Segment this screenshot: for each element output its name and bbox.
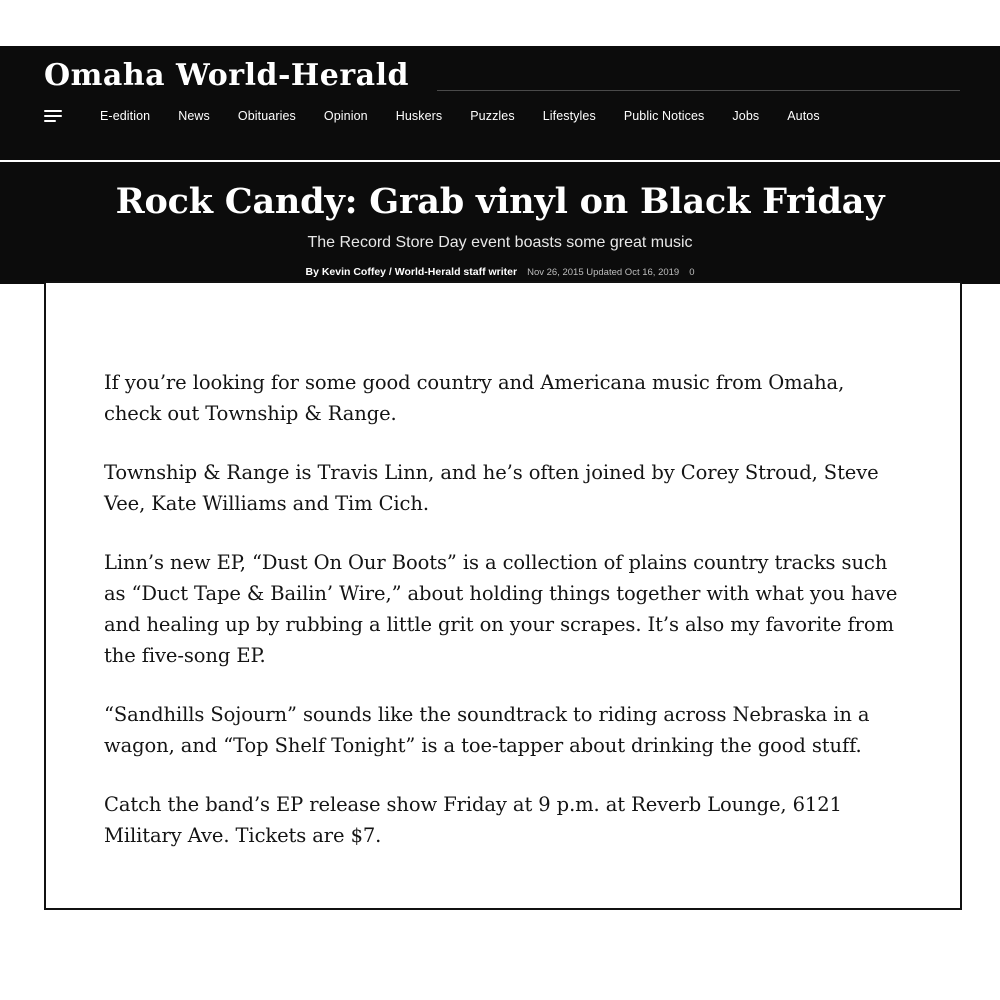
article-paragraph: Catch the band’s EP release show Friday at 9 p.m. at Reverb Lounge, 6121 Military Ave. Tickets are $7.: [104, 793, 842, 847]
nav-item-opinion[interactable]: Opinion: [323, 109, 368, 123]
nav-item-lifestyles[interactable]: Lifestyles: [542, 109, 596, 123]
article-paragraph: Linn’s new EP, “Dust On Our Boots” is a collection of plains country tracks such as “Duct Tape & Bailin’ Wire,” about holding things together with what you have and healing up by rubbing a little grit on your scrapes. It’s also my favorite from the five-song EP.: [104, 551, 898, 667]
article-paragraph: If you’re looking for some good country and Americana music from Omaha, check out Township & Range.: [104, 371, 845, 425]
article-body-card: [44, 281, 962, 910]
nav-item-news[interactable]: News: [178, 109, 210, 123]
nav-item-autos[interactable]: Autos: [787, 109, 820, 123]
byline-row: [0, 266, 1000, 278]
nav-item-public-notices[interactable]: Public Notices: [623, 109, 705, 123]
hamburger-menu-icon[interactable]: [44, 110, 64, 122]
article-byline[interactable]: By Kevin Coffey / World-Herald staff writer: [305, 266, 518, 278]
nav-item-obituaries[interactable]: Obituaries: [237, 109, 296, 123]
top-whitespace: [0, 0, 1000, 46]
main-navigation: [0, 94, 1000, 138]
article-subhead: The Record Store Day event boasts some great music: [307, 234, 693, 251]
masthead-rule: [437, 90, 960, 91]
nav-item-e-edition[interactable]: E-edition: [100, 109, 151, 123]
navigation-divider: [0, 150, 1000, 162]
nav-item-jobs[interactable]: Jobs: [732, 109, 760, 123]
page-title: Rock Candy: Grab vinyl on Black Friday: [115, 181, 885, 222]
nav-item-huskers[interactable]: Huskers: [395, 109, 443, 123]
hamburger-line-1: [44, 110, 62, 112]
hamburger-line-3: [44, 120, 56, 122]
hamburger-line-2: [44, 115, 62, 117]
article-paragraph: “Sandhills Sojourn” sounds like the soundtrack to riding across Nebraska in a wagon, and “Top Shelf Tonight” is a toe-tapper about drinking the good stuff.: [104, 703, 870, 757]
article-paragraph: Township & Range is Travis Linn, and he’s often joined by Corey Stroud, Steve Vee, Kate Williams and Tim Cich.: [104, 461, 879, 515]
nav-item-puzzles[interactable]: Puzzles: [470, 109, 515, 123]
bottom-whitespace: [0, 910, 1000, 1000]
masthead: [0, 46, 1000, 150]
comment-count[interactable]: 0: [689, 267, 695, 278]
article-header: [0, 162, 1000, 284]
article-body: [46, 283, 960, 851]
masthead-inner: [0, 46, 1000, 96]
site-logo[interactable]: Omaha World-Herald: [44, 58, 409, 93]
article-timestamp: Nov 26, 2015 Updated Oct 16, 2019: [527, 267, 680, 278]
